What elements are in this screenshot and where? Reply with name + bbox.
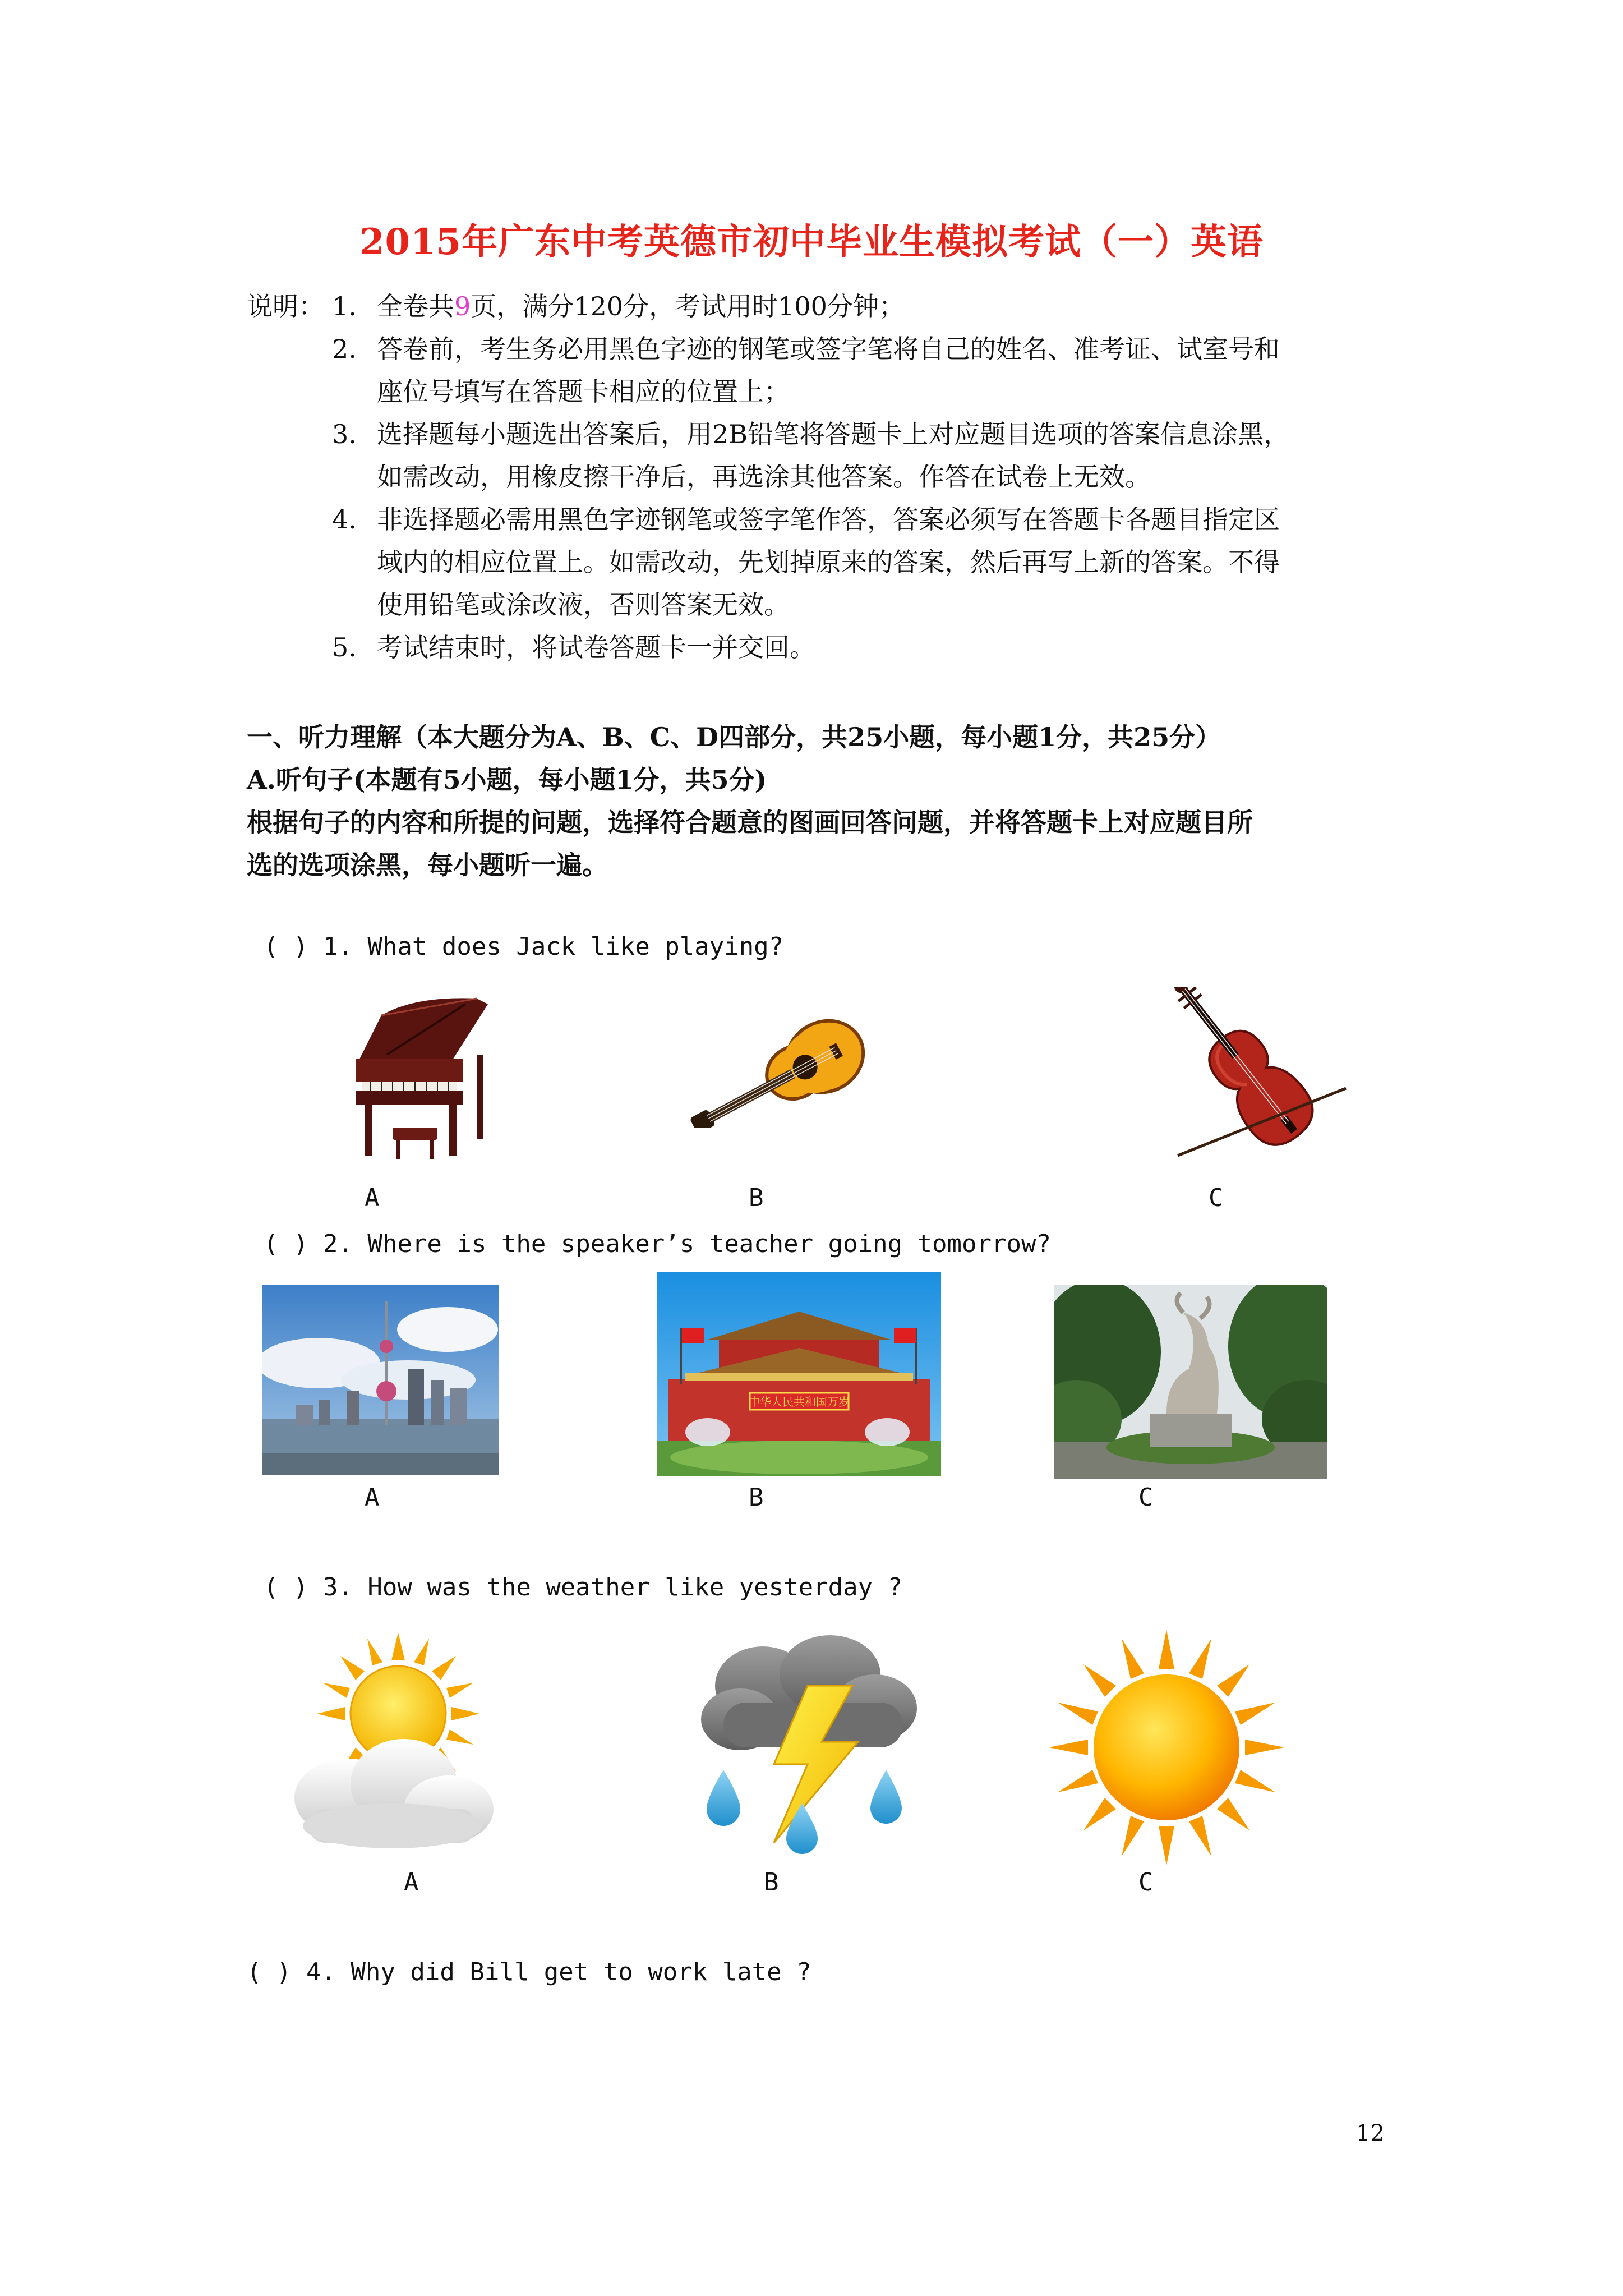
question-1: ( ) 1. What does Jack like playing?	[264, 932, 784, 961]
instruction-3-line2: 如需改动，用橡皮擦干净后，再选涂其他答案。作答在试卷上无效。	[377, 462, 1151, 492]
instruction-2-line1: 答卷前，考生务必用黑色字迹的钢笔或签字笔将自己的姓名、准考证、试室号和	[377, 334, 1280, 364]
question-3: ( ) 3. How was the weather like yesterday ?	[264, 1573, 903, 1602]
q1-option-c: C	[1209, 1184, 1224, 1212]
instruction-1	[377, 285, 905, 328]
instruction-4-line2: 域内的相应位置上。如需改动，先划掉原来的答案，然后再写上新的答案。不得	[377, 547, 1280, 577]
instruction-4-line3: 使用铅笔或涂改液，否则答案无效。	[377, 590, 790, 620]
instruction-3-num: 3.	[332, 419, 357, 449]
q3-option-b: B	[764, 1868, 779, 1897]
shanghai-skyline-image	[262, 1285, 499, 1475]
q3-option-a: A	[404, 1868, 419, 1897]
instruction-2-line2: 座位号填写在答题卡相应的位置上；	[377, 376, 790, 407]
q2-option-a: A	[365, 1483, 380, 1512]
instruction-5-num: 5.	[332, 632, 357, 662]
guitar-image	[684, 999, 897, 1128]
page-count: 9	[454, 291, 471, 321]
guangzhou-goat-statue-image	[1054, 1285, 1327, 1479]
partly-cloudy-icon	[275, 1630, 499, 1865]
exam-title: 2015年广东中考英德市初中毕业生模拟考试（一）英语	[359, 221, 1264, 263]
violin-image	[1144, 987, 1368, 1167]
question-2: ( ) 2. Where is the speaker’s teacher going tomorrow?	[264, 1230, 1051, 1258]
part-a-heading: A.听句子(本题有5小题，每小题1分，共5分)	[247, 765, 767, 795]
tiananmen-image	[657, 1272, 941, 1476]
piano-image	[348, 993, 494, 1161]
tiananmen-banner-text: 中华人民共和国万岁	[749, 1395, 850, 1409]
q1-option-a: A	[365, 1184, 380, 1212]
instruction-3-line1: 选择题每小题选出答案后，用2B铅笔将答题卡上对应题目选项的答案信息涂黑，	[377, 419, 1290, 449]
instruction-4-line1: 非选择题必需用黑色字迹钢笔或签字笔作答，答案必须写在答题卡各题目指定区	[377, 504, 1280, 535]
question-4: ( ) 4. Why did Bill get to work late ?	[247, 1958, 811, 1986]
page-number: 12	[1356, 2120, 1385, 2146]
instruction-2-num: 2.	[332, 334, 357, 364]
instruction-1-text-a: 全卷共	[377, 291, 454, 321]
instruction-4-num: 4.	[332, 504, 357, 535]
q2-option-c: C	[1138, 1483, 1154, 1512]
q3-option-c: C	[1138, 1868, 1154, 1897]
sunny-icon	[1043, 1624, 1290, 1871]
instructions-lead: 说明：	[247, 291, 324, 321]
instruction-5-line1: 考试结束时，将试卷答题卡一并交回。	[377, 632, 815, 662]
directions-line1: 根据句子的内容和所提的问题，选择符合题意的图画回答问题，并将答题卡上对应题目所	[247, 807, 1253, 838]
section-heading: 一、听力理解（本大题分为A、B、C、D四部分，共25小题，每小题1分，共25分）	[247, 722, 1221, 752]
q1-option-b: B	[749, 1184, 764, 1212]
directions-line2: 选的选项涂黑，每小题听一遍。	[247, 850, 608, 880]
instruction-1-text-b: 页，满分120分，考试用时100分钟；	[471, 291, 905, 321]
q2-option-b: B	[749, 1483, 764, 1512]
thunderstorm-icon	[690, 1630, 925, 1865]
instruction-1-num: 1.	[332, 291, 357, 321]
